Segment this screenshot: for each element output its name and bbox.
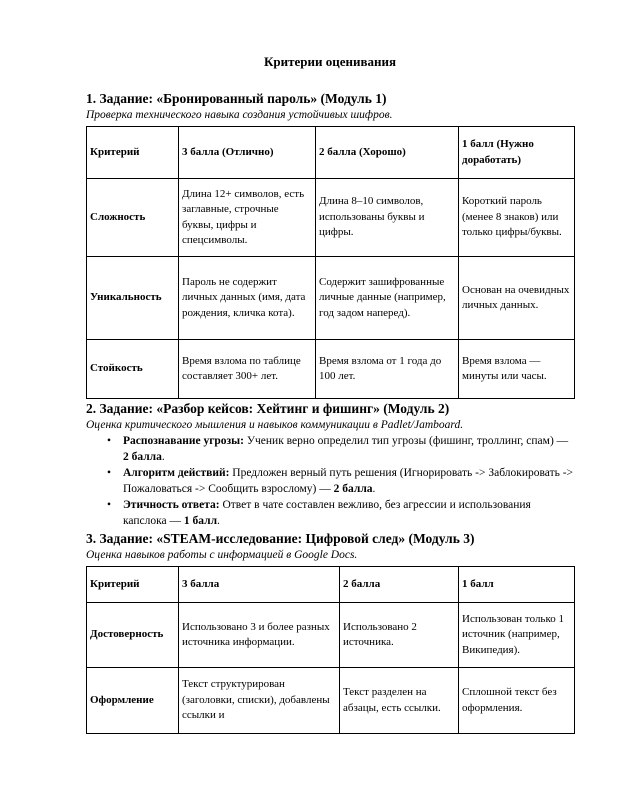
criterion-cell: Сложность <box>87 179 179 257</box>
table-header-row <box>87 127 575 179</box>
section-3-heading: 3. Задание: «STEAM-исследование: Цифровой след» (Модуль 3) <box>86 531 475 546</box>
table-cell: Использовано 3 и более разных источника информации. <box>179 603 340 668</box>
table-header-row <box>87 567 575 603</box>
header-cell: 2 балла (Хорошо) <box>316 127 459 179</box>
page-title: Критерии оценивания <box>263 54 397 69</box>
table-cell: Содержит зашифрованные личные данные (например, год задом наперед). <box>316 257 459 340</box>
table-cell: Пароль не содержит личных данных (имя, дата рождения, кличка кота). <box>179 257 316 340</box>
bullet-item: • Распознавание угрозы: Ученик верно определил тип угрозы (фишинг, троллинг, спам) — 2 балла. <box>123 433 574 465</box>
table-row <box>87 340 575 399</box>
table-cell: Время взлома от 1 года до 100 лет. <box>316 340 459 399</box>
criterion-cell: Оформление <box>87 668 179 734</box>
table-cell: Использовано 2 источника. <box>340 603 459 668</box>
table-cell: Сплошной текст без оформления. <box>459 668 575 734</box>
table-cell: Короткий пароль (менее 8 знаков) или только цифры/буквы. <box>459 179 575 257</box>
table-cell: Использован только 1 источник (например, Википедия). <box>459 603 575 668</box>
header-cell: 1 балл <box>459 567 575 603</box>
header-cell: 2 балла <box>340 567 459 603</box>
criterion-cell: Достоверность <box>87 603 179 668</box>
table-cell: Текст разделен на абзацы, есть ссылки. <box>340 668 459 734</box>
section-2-heading: 2. Задание: «Разбор кейсов: Хейтинг и фишинг» (Модуль 2) <box>86 401 450 416</box>
table-cell: Время взлома по таблице составляет 300+ лет. <box>179 340 316 399</box>
section-1-subtitle: Проверка технического навыка создания устойчивых шифров. <box>86 109 393 121</box>
bullet-item: • Этичность ответа: Ответ в чате составлен вежливо, без агрессии и использования капслока — 1 балл. <box>123 497 574 529</box>
table-row <box>87 668 575 734</box>
table-cell: Основан на очевидных личных данных. <box>459 257 575 340</box>
section-module-2 <box>86 401 574 529</box>
table-cell: Текст структурирован (заголовки, списки), добавлены ссылки и <box>179 668 340 734</box>
table-row <box>87 257 575 340</box>
rubric-table-module-1 <box>86 126 575 399</box>
header-cell: Критерий <box>87 567 179 603</box>
table-row <box>87 603 575 668</box>
bullet-item: • Алгоритм действий: Предложен верный путь решения (Игнорировать -> Заблокировать -> Пожаловаться -> Сообщить взрослому) — 2 балла. <box>123 465 574 497</box>
criterion-cell: Уникальность <box>87 257 179 340</box>
header-cell: 3 балла <box>179 567 340 603</box>
table-cell: Длина 12+ символов, есть заглавные, строчные буквы, цифры и спецсимволы. <box>179 179 316 257</box>
header-cell: 3 балла (Отлично) <box>179 127 316 179</box>
header-cell: 1 балл (Нужно доработать) <box>459 127 575 179</box>
section-2-subtitle: Оценка критического мышления и навыков коммуникации в Padlet/Jamboard. <box>86 419 464 431</box>
section-3-subtitle: Оценка навыков работы с информацией в Google Docs. <box>86 549 358 561</box>
section-1-heading: 1. Задание: «Бронированный пароль» (Модуль 1) <box>86 91 387 106</box>
table-cell: Время взлома — минуты или часы. <box>459 340 575 399</box>
header-cell: Критерий <box>87 127 179 179</box>
rubric-table-module-3 <box>86 566 575 734</box>
table-cell: Длина 8–10 символов, использованы буквы и цифры. <box>316 179 459 257</box>
criteria-bullet-list <box>86 433 574 529</box>
section-module-3 <box>86 531 574 734</box>
criterion-cell: Стойкость <box>87 340 179 399</box>
section-module-1 <box>86 91 574 399</box>
table-row <box>87 179 575 257</box>
